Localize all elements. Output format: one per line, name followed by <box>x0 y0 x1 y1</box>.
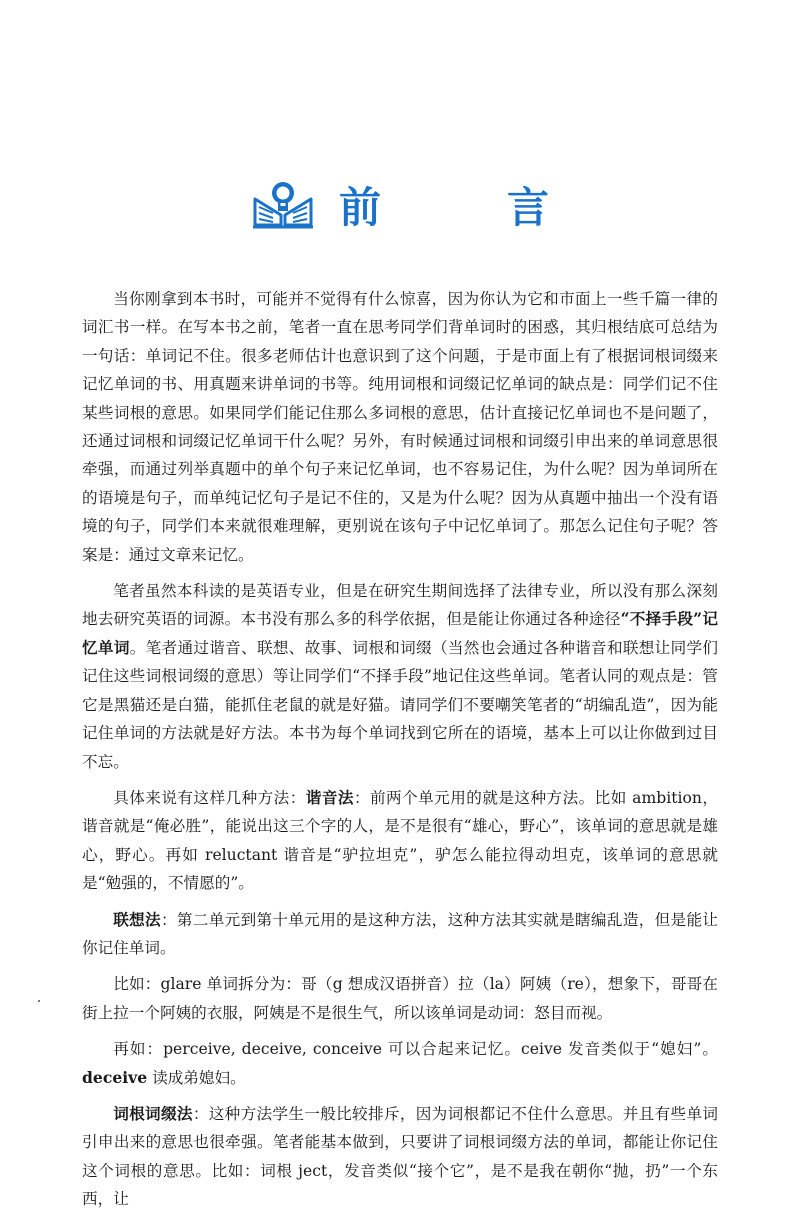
paragraph <box>82 1100 718 1214</box>
paragraph <box>82 906 718 963</box>
method-name: 词根词缀法 <box>113 1103 193 1123</box>
preface-body <box>82 285 718 1214</box>
margin-mark <box>38 1000 40 1002</box>
method-name: 谐音法 <box>305 787 354 807</box>
paragraph-text: ：前两个单元用的就是这种方法。比如 ambition，谐音就是“俺必胜”，能说出这三个字的人，是不是很有“雄心，野心”，该单词的意思就是雄心，野心。再如 reluctant 谐音是“驴拉坦克”，驴怎么能拉得动坦克，该单词的意思就是“勉强的，不情愿的”。 <box>82 788 718 893</box>
emphasis-word: deceive <box>82 1067 148 1087</box>
paragraph-text: 读成弟媳妇。 <box>147 1068 246 1087</box>
paragraph <box>82 577 718 776</box>
paragraph-text: 。笔者通过谐音、联想、故事、词根和词缀（当然也会通过各种谐音和联想让同学们记住这些词根词缀的意思）等让同学们“不择手段”地记住这些单词。笔者认同的观点是：管它是黑猫还是白猫，能抓住老鼠的就是好猫。请同学们不要嘲笑笔者的“胡编乱造”，因为能记住单词的方法就是好方法。本书为每个单词找到它所在的语境，基本上可以让你做到过目不忘。 <box>82 638 718 771</box>
paragraph-text: 当你刚拿到本书时，可能并不觉得有什么惊喜，因为你认为它和市面上一些千篇一律的词汇书一样。在写本书之前，笔者一直在思考同学们背单词时的困惑，其归根结底可总结为一句话：单词记不住。很多老师估计也意识到了这个问题，于是市面上有了根据词根词缀来记忆单词的书、用真题来讲单词的书等。纯用词根和词缀记忆单词的缺点是：同学们记不住某些词根的意思。如果同学们能记住那么多词根的意思，估计直接记忆单词也不是问题了，还通过词根和词缀记忆单词干什么呢？另外，有时候通过词根和词缀引申出来的单词意思很牵强，而通过列举真题中的单个句子来记忆单词，也不容易记住，为什么呢？因为单词所在的语境是句子，而单纯记忆句子是记不住的，又是为什么呢？因为从真题中抽出一个没有语境的句子，同学们本来就很难理解，更别说在该句子中记忆单词了。那怎么记住句子呢？答案是：通过文章来记忆。 <box>82 290 718 564</box>
paragraph <box>82 285 718 569</box>
paragraph-text: 再如：perceive, deceive, conceive 可以合起来记忆。ceive 发音类似于“媳妇”。 <box>113 1040 718 1059</box>
page-title: 前 言 <box>338 183 591 232</box>
paragraph <box>82 1035 718 1092</box>
paragraph <box>82 970 718 1027</box>
book-lightbulb-icon <box>251 179 315 231</box>
paragraph-text: ：第二单元到第十单元用的是这种方法，这种方法其实就是瞎编乱造，但是能让你记住单词。 <box>82 910 718 957</box>
emphasis-text: “不择手段”记忆单词 <box>82 609 718 657</box>
paragraph-text: 比如：glare 单词拆分为：哥（g 想成汉语拼音）拉（la）阿姨（re），想象下，哥哥在街上拉一个阿姨的衣服，阿姨是不是很生气，所以该单词是动词：怒目而视。 <box>82 975 718 1022</box>
paragraph-text: 具体来说有这样几种方法： <box>113 788 306 807</box>
paragraph-text: ：这种方法学生一般比较排斥，因为词根都记不住什么意思。并且有些单词引申出来的意思也很牵强。笔者能基本做到，只要讲了词根词缀方法的单词，都能让你记住这个词根的意思。比如：词根 ject，发音类似“接个它”，是不是我在朝你“抛，扔”一个东西，让 <box>82 1104 718 1209</box>
paragraph <box>82 784 718 898</box>
chapter-header <box>0 170 800 240</box>
method-name: 联想法 <box>113 909 161 929</box>
paragraph-text: 笔者虽然本科读的是英语专业，但是在研究生期间选择了法律专业，所以没有那么深刻地去研究英语的词源。本书没有那么多的科学依据，但是能让你通过各种途径 <box>82 582 718 629</box>
